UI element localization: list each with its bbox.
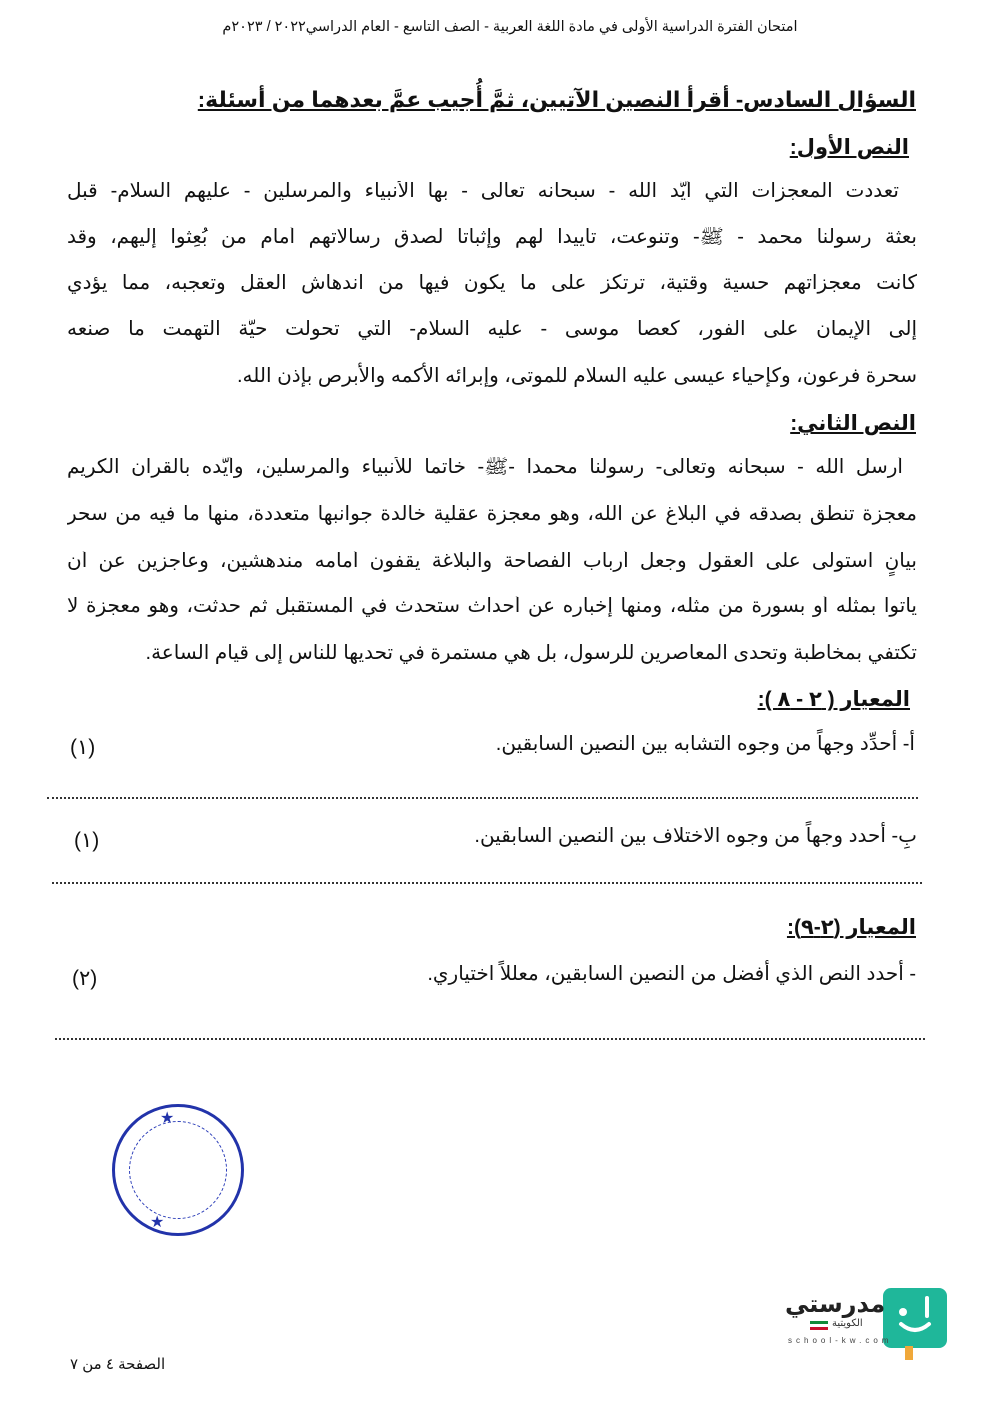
text1-line: سحرة فرعون، وكإحياء عيسى عليه السلام للموتى، وإبرائه الأكمه والأبرص بإذن الله. <box>236 365 917 387</box>
answer-line-c[interactable] <box>55 1038 925 1040</box>
page-number: الصفحة ٤ من ٧ <box>70 1356 166 1373</box>
madrasati-logo-icon <box>883 1288 947 1348</box>
question-b-mark: (١) <box>74 829 100 852</box>
school-stamp <box>112 1104 244 1236</box>
kuwait-flag-icon <box>810 1321 828 1330</box>
question-title: السؤال السادس- أقرأ النصين الآتيين، ثمَّ أُجيب عمَّ بعدهما من أسئلة: <box>197 87 916 112</box>
text1-line: بعثة رسولنا محمد - ﷺ- وتنوعت، تأييداً لهم وإثباتاً لصدق رسالاتهم أمام من بُعِثوا إليهم، وقد <box>67 227 917 248</box>
stamp-star-icon: ★ <box>150 1214 165 1231</box>
text2-line: يأتوا بمثله أو بسورة من مثله، ومنها إخباره عن أحداث ستحدث في المستقبل ثم حدثت، وهو معجزة لا <box>67 596 917 617</box>
text2-line: بيانٍ استولى على العقول وجعل أرباب الفصاحة والبلاغة يقفون أمامه مندهشين، وعاجزين عن أن <box>67 551 917 572</box>
text1-line: تعددت المعجزات التي أيَّد الله - سبحانه تعالى - بها الأنبياء والمرسلين - عليهم السلام- قبل <box>67 181 899 202</box>
text1-line: كانت معجزاتهم حسية وقتية، ترتكز على ما يكون فيها من اندهاش العقل وتعجبه، مما يؤدي <box>67 273 917 294</box>
text2-line: معجزة تنطق بصدقه في البلاغ عن الله، وهو معجزة عقلية خالدة جوانبها متعددة، منها ما فيه من سحر <box>67 504 917 525</box>
stamp-star-icon: ★ <box>160 1110 175 1127</box>
logo-subtitle: الكويتية <box>832 1318 863 1329</box>
question-a: أ- أحدِّد وجهاً من وجوه التشابه بين النصين السابقين. <box>495 733 915 755</box>
question-c: - أحدد النص الذي أفضل من النصين السابقين، معللاً اختياري. <box>427 963 916 985</box>
text2-line: أرسل الله - سبحانه وتعالى- رسولنا محمداً -ﷺ- خاتماً للأنبياء والمرسلين، وأيَّده بالقرآن الكريم <box>67 457 903 478</box>
text1-title: النص الأول: <box>789 136 909 159</box>
answer-line-b[interactable] <box>52 882 922 884</box>
question-b: بِ- أحدد وجهاً من وجوه الاختلاف بين النصين السابقين. <box>474 825 917 847</box>
answer-line-a[interactable] <box>47 797 918 799</box>
text2-line: تكتفي بمخاطبة وتحدى المعاصرين للرسول، بل هي مستمرة في تحديها للناس إلى قيام الساعة. <box>145 642 917 664</box>
criterion1-title: المعيار ( ٢ - ٨ ): <box>757 688 910 711</box>
text1-line: إلى الإيمان على الفور، كعصا موسى - عليه السلام- التي تحولت حيَّة التهمت ما صنعه <box>67 319 917 340</box>
question-a-mark: (١) <box>70 736 96 759</box>
text2-title: النص الثاني: <box>790 412 916 435</box>
question-c-mark: (٢) <box>72 967 98 990</box>
logo-bookmark-icon <box>905 1346 913 1360</box>
logo-name: مدرستي <box>785 1291 886 1318</box>
criterion2-title: المعيار (٢-٩): <box>786 916 916 939</box>
page-header: امتحان الفترة الدراسية الأولى في مادة اللغة العربية - الصف التاسع - العام الدراسي٢٠٢٢ / ٢٠٢٣م <box>222 19 798 35</box>
logo-url: school-kw.com <box>788 1336 893 1345</box>
